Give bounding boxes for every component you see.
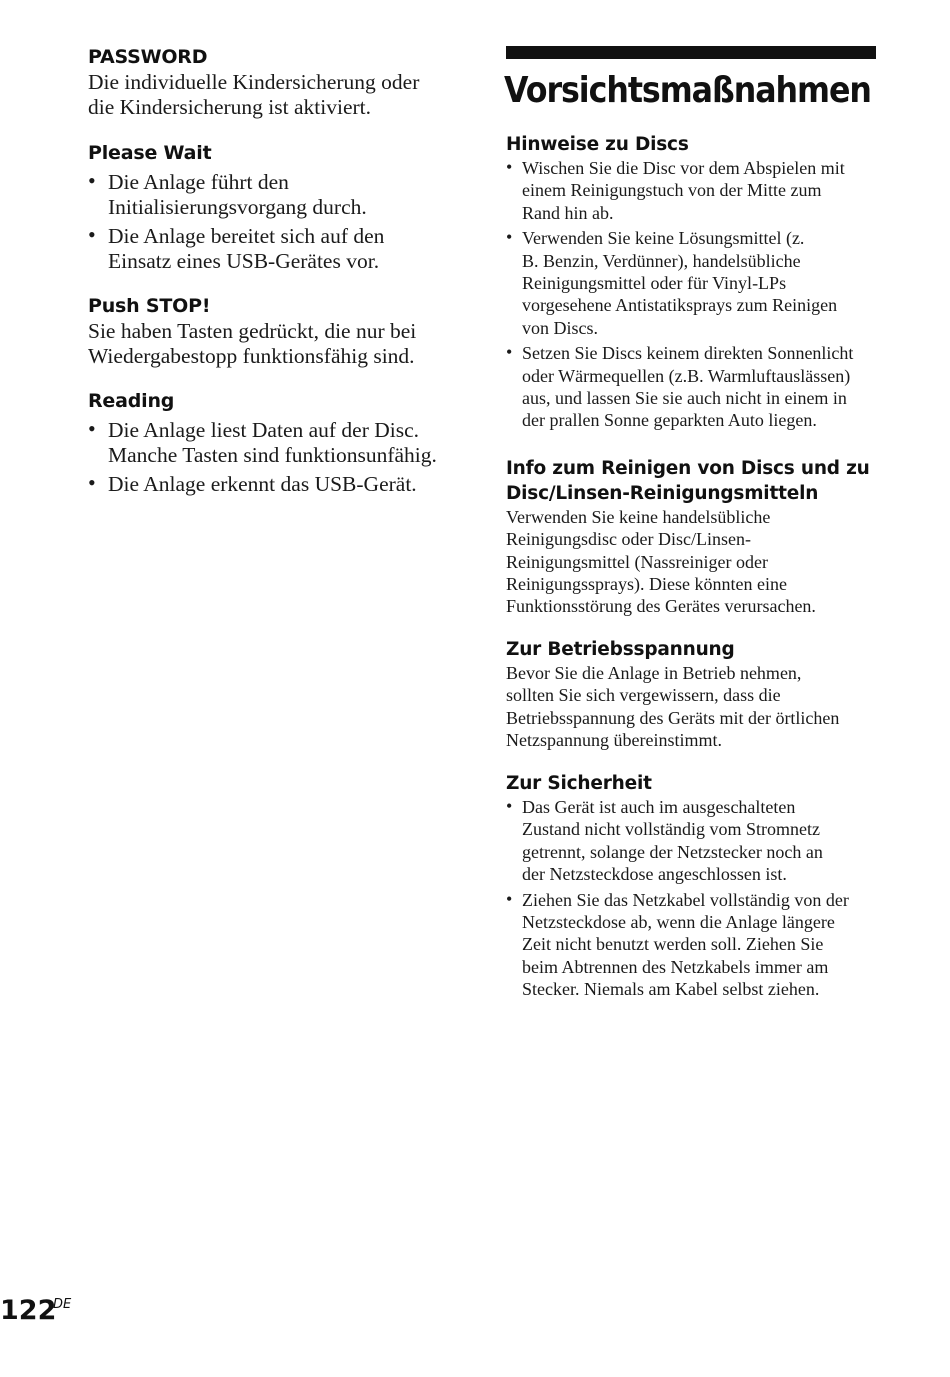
text-line: sollten Sie sich vergewissern, dass die <box>506 685 781 706</box>
list-item <box>88 224 460 274</box>
list-item <box>88 418 460 468</box>
list-item <box>506 342 880 431</box>
discs-section <box>506 132 880 435</box>
list-item <box>506 227 880 338</box>
bullet-icon: • <box>88 222 96 247</box>
text-line: Das Gerät ist auch im ausgeschalteten <box>522 797 796 817</box>
text-line: Wischen Sie die Disc vor dem Abspielen mit <box>522 158 845 178</box>
voltage-section <box>506 637 880 751</box>
bullet-icon: • <box>88 168 96 193</box>
bullet-icon: • <box>506 888 513 909</box>
title-rule <box>506 46 876 59</box>
text-line: Funktionsstörung des Gerätes verursachen. <box>506 596 816 617</box>
text-line: Zustand nicht vollständig vom Stromnetz <box>522 819 820 840</box>
text-line: Die Anlage erkennt das USB-Gerät. <box>108 472 417 496</box>
text-line: der prallen Sonne geparkten Auto liegen. <box>522 410 817 431</box>
reading-section <box>88 389 460 501</box>
text-line: beim Abtrennen des Netzkabels immer am <box>522 956 829 977</box>
list-item <box>506 889 880 1000</box>
text-line: Wiedergabestopp funktionsfähig sind. <box>88 344 415 368</box>
text-line: Betriebsspannung des Geräts mit der örtlichen <box>506 707 840 728</box>
text-line: Die individuelle Kindersicherung oder <box>88 70 420 94</box>
text-line: Bevor Sie die Anlage in Betrieb nehmen, <box>506 663 802 683</box>
text-line: einem Reinigungstuch von der Mitte zum <box>522 180 822 201</box>
please-wait-heading: Please Wait <box>88 142 212 164</box>
text-line: Reinigungsmittel (Nassreiniger oder <box>506 551 768 572</box>
text-line: Zeit nicht benutzt werden soll. Ziehen Sie <box>522 934 824 955</box>
text-line: der Netzsteckdose angeschlossen ist. <box>522 863 787 884</box>
text-line: Reinigungsdisc oder Disc/Linsen- <box>506 529 751 550</box>
text-line: Netzsteckdose ab, wenn die Anlage längere <box>522 911 835 932</box>
text-line: getrennt, solange der Netzstecker noch an <box>522 841 823 862</box>
text-line: Stecker. Niemals am Kabel selbst ziehen. <box>522 978 820 999</box>
text-line: Die Anlage führt den <box>108 170 289 194</box>
text-line: vorgesehene Antistatiksprays zum Reinigen <box>522 295 838 316</box>
safety-list <box>506 796 880 1000</box>
text-line: von Discs. <box>522 317 598 338</box>
safety-section <box>506 771 880 1004</box>
password-heading: PASSWORD <box>88 46 208 68</box>
text-line: Die Anlage liest Daten auf der Disc. <box>108 418 420 442</box>
bullet-icon: • <box>88 470 96 495</box>
password-text <box>88 70 460 120</box>
text-line: B. Benzin, Verdünner), handelsübliche <box>522 250 801 271</box>
list-item <box>88 472 460 497</box>
bullet-icon: • <box>506 227 513 248</box>
text-line: Die Anlage bereitet sich auf den <box>108 224 385 248</box>
text-line: Reinigungsmittel oder für Vinyl-LPs <box>522 272 787 293</box>
heading-line: Disc/Linsen-Reinigungsmitteln <box>506 483 819 504</box>
page-number: 122 <box>0 1295 57 1326</box>
discs-heading: Hinweise zu Discs <box>506 134 689 155</box>
bullet-icon: • <box>88 416 96 441</box>
push-stop-text <box>88 319 460 369</box>
bullet-icon: • <box>506 157 513 177</box>
text-line: aus, und lassen Sie sie auch nicht in einem in <box>522 387 847 408</box>
push-stop-section <box>88 294 460 369</box>
cleaning-section <box>506 456 880 617</box>
please-wait-section <box>88 141 460 278</box>
voltage-text <box>506 662 880 751</box>
cleaning-text <box>506 506 880 617</box>
list-item <box>88 170 460 220</box>
reading-list <box>88 418 460 497</box>
text-line: Setzen Sie Discs keinem direkten Sonnenlicht <box>522 343 854 364</box>
text-line: Reinigungssprays). Diese könnten eine <box>506 573 787 594</box>
text-line: Netzspannung übereinstimmt. <box>506 729 722 750</box>
page-title: Vorsichtsmaßnahmen <box>504 70 871 111</box>
text-line: Rand hin ab. <box>522 202 614 223</box>
list-item <box>506 796 880 885</box>
bullet-icon: • <box>506 796 513 816</box>
reading-heading: Reading <box>88 390 175 412</box>
text-line: oder Wärmequellen (z.B. Warmluftauslässen) <box>522 365 851 386</box>
text-line: Verwenden Sie keine Lösungsmittel (z. <box>522 228 805 249</box>
safety-heading: Zur Sicherheit <box>506 773 652 794</box>
page-language-suffix: DE <box>53 1297 72 1312</box>
password-section <box>88 45 460 120</box>
bullet-icon: • <box>506 342 513 363</box>
text-line: Initialisierungsvorgang durch. <box>108 195 367 219</box>
text-line: Manche Tasten sind funktionsunfähig. <box>108 443 437 467</box>
push-stop-heading: Push STOP! <box>88 295 211 317</box>
discs-list <box>506 157 880 432</box>
text-line: Einsatz eines USB-Gerätes vor. <box>108 249 380 273</box>
list-item <box>506 157 880 224</box>
voltage-heading: Zur Betriebsspannung <box>506 639 735 660</box>
please-wait-list <box>88 170 460 274</box>
cleaning-heading <box>506 456 880 506</box>
text-line: die Kindersicherung ist aktiviert. <box>88 95 372 119</box>
text-line: Verwenden Sie keine handelsübliche <box>506 507 771 527</box>
heading-line: Info zum Reinigen von Discs und zu <box>506 458 870 479</box>
text-line: Sie haben Tasten gedrückt, die nur bei <box>88 319 417 343</box>
text-line: Ziehen Sie das Netzkabel vollständig von der <box>522 889 849 910</box>
